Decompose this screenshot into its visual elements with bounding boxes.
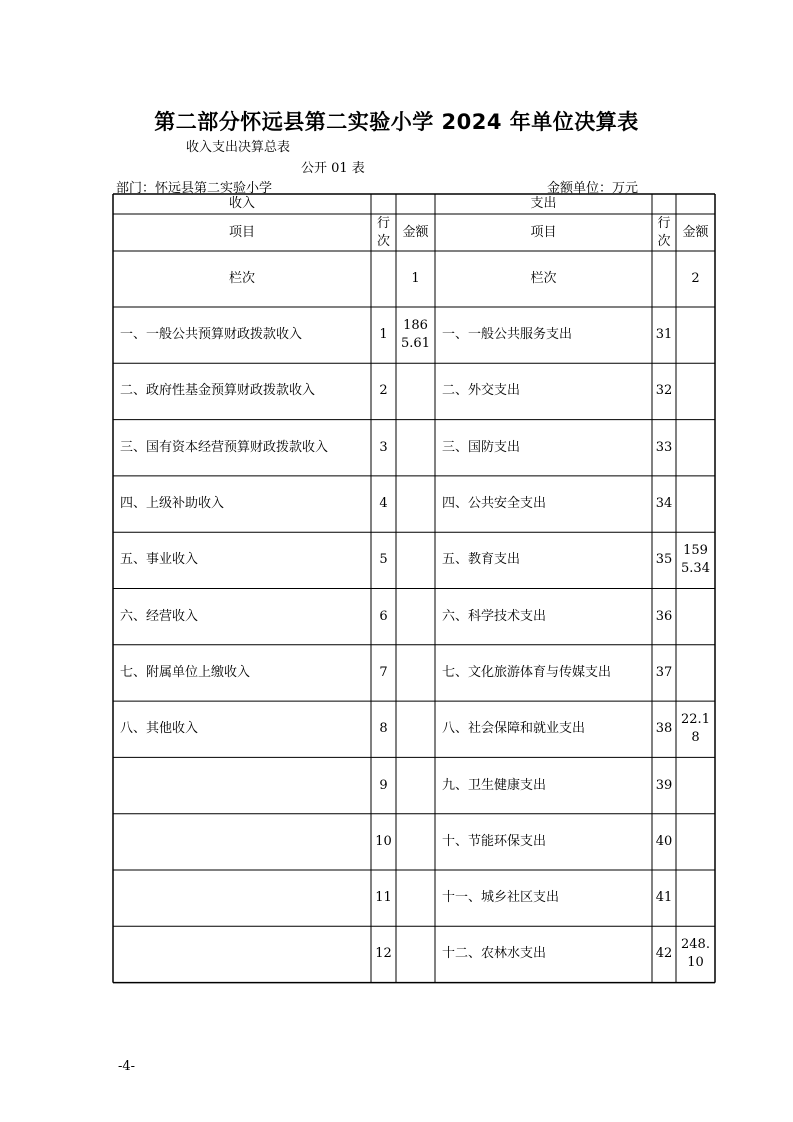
table-subtitle: 收入支出决算总表 (186, 140, 291, 155)
expense-line-cell: 31 (655, 327, 673, 343)
income-line-cell: 12 (375, 946, 392, 962)
income-line-cell: 5 (379, 552, 388, 568)
income-item-cell: 四、上级补助收入 (120, 496, 225, 512)
expense-line-cell: 38 (655, 721, 673, 737)
income-item-cell: 八、其他收入 (120, 721, 199, 737)
income-item-cell: 六、经营收入 (120, 608, 199, 624)
income-item-cell (120, 757, 369, 813)
expense-amount-cell (678, 476, 713, 532)
income-line-cell: 11 (375, 890, 392, 906)
expense-item-cell: 七、文化旅游体育与传媒支出 (442, 664, 612, 680)
expense-amount-cell (678, 645, 713, 701)
expense-line-cell: 35 (655, 552, 673, 568)
income-column-number: 1 (411, 271, 420, 286)
expense-item-cell: 十二、农林水支出 (442, 946, 547, 962)
expense-line-cell: 36 (655, 608, 673, 624)
expense-amount-cell: 22.18 (681, 712, 710, 746)
income-item-cell (120, 814, 369, 870)
income-amount-cell (398, 757, 433, 813)
department-label: 部门：怀远县第二实验小学 (116, 181, 273, 196)
expense-column-label: 栏次 (530, 271, 557, 286)
expense-amount-cell: 1595.34 (681, 543, 710, 577)
expense-item-cell: 三、国防支出 (442, 439, 521, 455)
income-amount-cell (398, 645, 433, 701)
income-item-cell: 五、事业收入 (120, 552, 199, 568)
expense-line-cell: 33 (655, 439, 673, 455)
income-amount-cell (398, 814, 433, 870)
income-amount-header: 金额 (402, 224, 429, 240)
page-title: 第二部分怀远县第二实验小学 2024 年单位决算表 (154, 110, 639, 134)
income-amount-cell (398, 589, 433, 645)
income-amount-cell (398, 420, 433, 476)
income-amount-cell (398, 363, 433, 419)
expense-line-cell: 32 (655, 383, 673, 399)
expense-item-cell: 十、节能环保支出 (442, 833, 547, 849)
expense-amount-cell (678, 814, 713, 870)
expense-item-cell: 四、公共安全支出 (442, 496, 547, 512)
income-item-cell: 七、附属单位上缴收入 (120, 664, 251, 680)
expense-amount-cell (678, 307, 713, 363)
page-number: -4- (118, 1059, 136, 1074)
expense-line-cell: 34 (655, 496, 673, 512)
expense-amount-header: 金额 (682, 224, 709, 240)
expense-item-cell: 二、外交支出 (442, 383, 521, 399)
income-amount-cell (398, 926, 433, 982)
income-amount-cell (398, 701, 433, 757)
expense-amount-cell (678, 757, 713, 813)
expense-line-cell: 40 (655, 833, 673, 849)
expense-amount-cell (678, 363, 713, 419)
expense-item-cell: 一、一般公共服务支出 (442, 327, 573, 343)
expense-header: 支出 (530, 196, 557, 211)
income-column-label: 栏次 (228, 271, 255, 286)
expense-item-cell: 九、卫生健康支出 (442, 777, 547, 793)
expense-amount-cell (678, 420, 713, 476)
income-item-cell (120, 926, 369, 982)
income-amount-cell (398, 870, 433, 926)
income-item-cell (120, 870, 369, 926)
expense-line-cell: 42 (655, 946, 673, 962)
income-line-cell: 4 (379, 496, 388, 512)
expense-item-cell: 五、教育支出 (442, 552, 521, 568)
income-amount-cell (398, 476, 433, 532)
expense-item-header: 项目 (530, 224, 557, 240)
expense-line-header: 行次 (657, 215, 671, 249)
income-item-cell: 二、政府性基金预算财政拨款收入 (120, 383, 316, 399)
income-item-cell: 三、国有资本经营预算财政拨款收入 (120, 439, 329, 455)
income-item-cell: 一、一般公共预算财政拨款收入 (120, 327, 303, 343)
expense-item-cell: 十一、城乡社区支出 (442, 890, 560, 906)
income-item-header: 项目 (228, 224, 255, 240)
income-line-cell: 3 (379, 439, 388, 455)
expense-amount-cell (678, 589, 713, 645)
income-line-header: 行次 (376, 215, 390, 249)
income-line-cell: 8 (379, 721, 388, 737)
income-line-cell: 2 (379, 383, 388, 399)
amount-unit-label: 金额单位：万元 (547, 181, 639, 196)
income-line-cell: 1 (379, 327, 388, 343)
income-amount-cell (398, 532, 433, 588)
expense-line-cell: 41 (655, 890, 673, 906)
expense-amount-cell (678, 870, 713, 926)
expense-item-cell: 六、科学技术支出 (442, 608, 547, 624)
income-line-cell: 9 (379, 777, 388, 793)
income-line-cell: 7 (379, 664, 388, 680)
form-number: 公开 01 表 (301, 161, 365, 176)
expense-column-number: 2 (691, 271, 700, 286)
income-line-cell: 6 (379, 608, 388, 624)
expense-item-cell: 八、社会保障和就业支出 (442, 721, 586, 737)
income-line-cell: 10 (375, 833, 392, 849)
expense-line-cell: 39 (655, 777, 673, 793)
income-amount-cell: 1865.61 (401, 318, 430, 352)
expense-line-cell: 37 (655, 664, 673, 680)
income-header: 收入 (228, 196, 255, 211)
expense-amount-cell: 248.10 (681, 937, 710, 971)
